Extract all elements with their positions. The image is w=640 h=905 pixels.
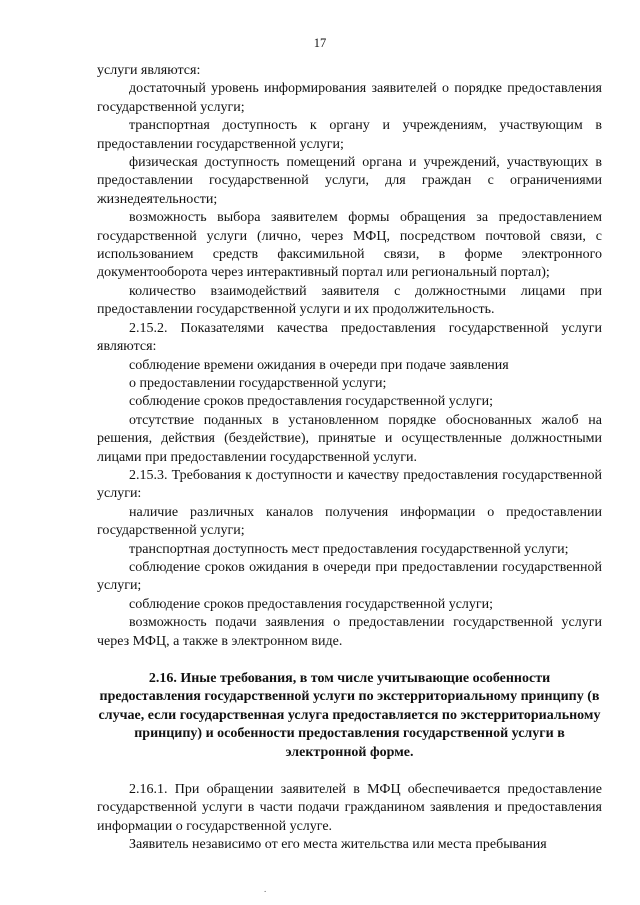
document-body (97, 62, 602, 855)
paragraph: соблюдение сроков ожидания в очереди при предоставлении государственной услуги; (97, 559, 602, 594)
paragraph: достаточный уровень информирования заявителей о порядке предоставления государственной услуги; (97, 81, 602, 115)
paragraph: о предоставлении государственной услуги; (129, 375, 387, 391)
paragraph: физическая доступность помещений органа и учреждений, участвующих в предоставлении государственной услуги, для граждан с ограничениями жизнедеятельности; (97, 155, 602, 207)
paragraph: возможность подачи заявления о предоставлении государственной услуги через МФЦ, а также в электронном виде. (97, 615, 602, 649)
page-number: 17 (313, 36, 327, 50)
paragraph: соблюдение времени ожидания в очереди при подаче заявления (129, 357, 509, 373)
paragraph: услуги являются: (97, 63, 201, 78)
paragraph: наличие различных каналов получения информации о предоставлении государственной услуги; (97, 504, 602, 539)
section-heading: 2.16. Иные требования, в том числе учитывающие особенности предоставления государственной услуги по экстерриториальному принципу (в случае, если государственная услуга предоставляется по экстерриториальному принципу) и особенности предоставления государственной услуги в электронной форме. (98, 671, 601, 760)
paragraph: 2.15.3. Требования к доступности и качеству предоставления государственной услуги: (97, 467, 602, 502)
paragraph: транспортная доступность мест предоставления государственной услуги; (129, 541, 569, 557)
footer-mark: . (264, 884, 267, 894)
paragraph: возможность выбора заявителем формы обращения за предоставлением государственной услуги (лично, через МФЦ, посредством почтовой связи, с использованием средств факсимильной связи, в форме электронного документооборота через интерактивный портал или региональный портал); (97, 210, 602, 281)
paragraph: 2.15.2. Показателями качества предоставления государственной услуги являются: (97, 320, 602, 355)
paragraph: количество взаимодействий заявителя с должностными лицами при предоставлении государственной услуги и их продолжительность. (97, 283, 602, 318)
paragraph: транспортная доступность к органу и учреждениям, участвующим в предоставлении государственной услуги; (97, 118, 602, 152)
paragraph: отсутствие поданных в установленном порядке обоснованных жалоб на решения, действия (бездействие), принятые и осуществленные должностными лицами при предоставлении государственной услуги. (97, 412, 602, 465)
paragraph: Заявитель независимо от его места жительства или места пребывания (129, 837, 547, 853)
paragraph: 2.16.1. При обращении заявителей в МФЦ обеспечивается предоставление государственной услуги в части подачи гражданином заявления и предоставления информации о государственной услуге. (97, 782, 602, 834)
paragraph: соблюдение сроков предоставления государственной услуги; (129, 596, 494, 612)
paragraph: соблюдение сроков предоставления государственной услуги; (129, 394, 494, 410)
